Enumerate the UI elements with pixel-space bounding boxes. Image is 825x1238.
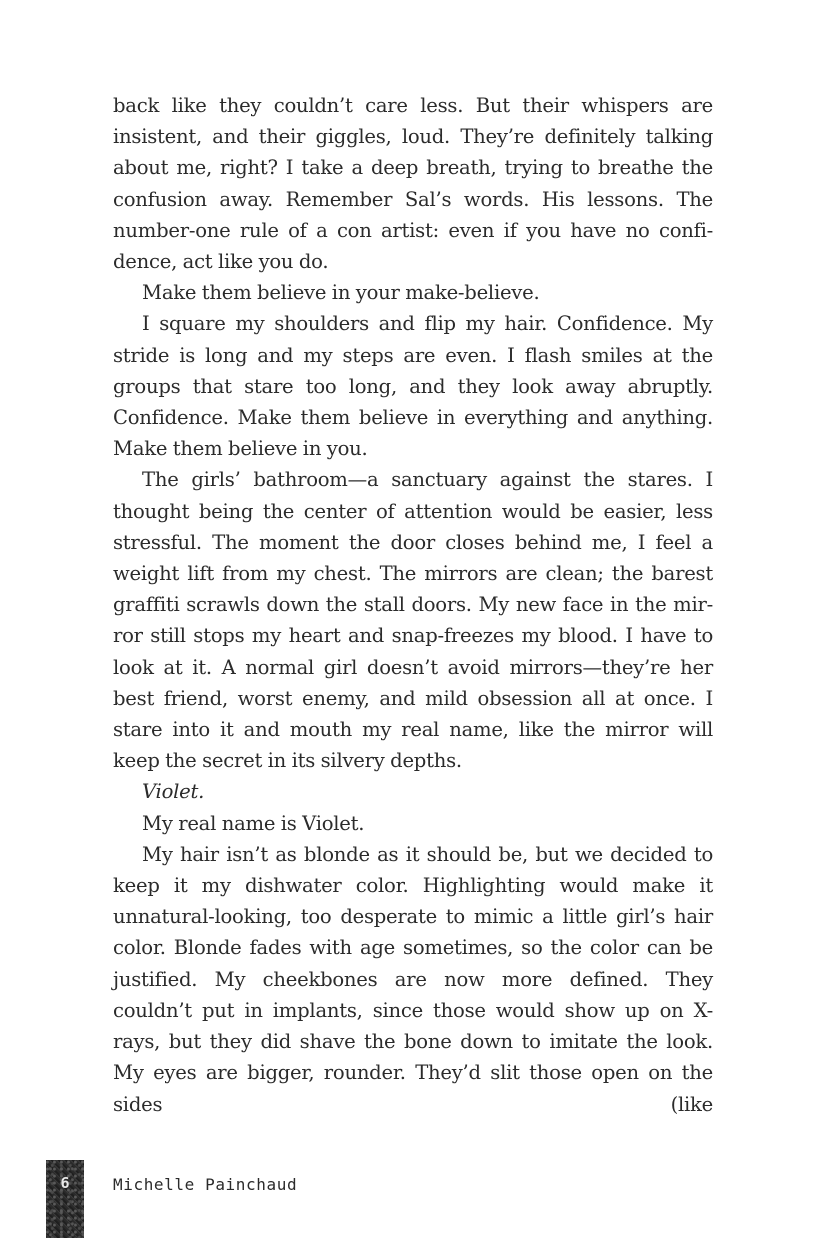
paragraph-appearance: My hair isn’t as blonde as it should be, but we decided to keep it my dishwater color. Highlighting would make it unnatural-looking, too desperate to mimic a little girl’s hair color. Blonde fades with age sometimes, so the color can be justified. My cheekbones are now more defined. They couldn’t put in implants, since those would show up on X-rays, but they did shave the bone down to imitate the look. My eyes are bigger, rounder. They’d slit those open on the sides (like xyxy=(113,842,713,1116)
paragraph-real-name: My real name is Violet. xyxy=(142,811,365,835)
paragraph-continuation: back like they couldn’t care less. But their whispers are insistent, and their giggles, loud. They’re definitely talking about me, right? I take a deep breath, trying to breathe the confusion away. Remember Sal’s words. His lessons. The number-one rule of a con artist: even if you have no confi-dence, act like you do. xyxy=(113,94,713,274)
paragraph-bathroom: The girls’ bathroom—a sanctuary against the stares. I thought being the center of attention would be easier, less stressful. The moment the door closes behind me, I feel a weight lift from my chest. The mirrors are clean; the barest graffiti scrawls down the stall doors. My new face in the mir-ror still stops my heart and snap-freezes my blood. I have to look at it. A normal girl doesn’t avoid mirrors—they’re her best friend, worst enemy, and mild obsession all at once. I stare into it and mouth my real name, like the mirror will keep the secret in its silvery depths. xyxy=(113,468,713,773)
body-text xyxy=(113,90,713,1120)
page-number-tab xyxy=(46,1160,84,1238)
page-number: 6 xyxy=(60,1174,70,1192)
paragraph-violet-italic: Violet. xyxy=(142,780,205,804)
paragraph-confidence: I square my shoulders and flip my hair. Confidence. My stride is long and my steps are even. I flash smiles at the groups that stare too long, and they look away abruptly. Confidence. Make them believe in everything and anything. Make them believe in you. xyxy=(113,312,713,461)
paragraph-make-believe: Make them believe in your make-believe. xyxy=(142,281,540,305)
running-footer-author: Michelle Painchaud xyxy=(113,1175,298,1194)
